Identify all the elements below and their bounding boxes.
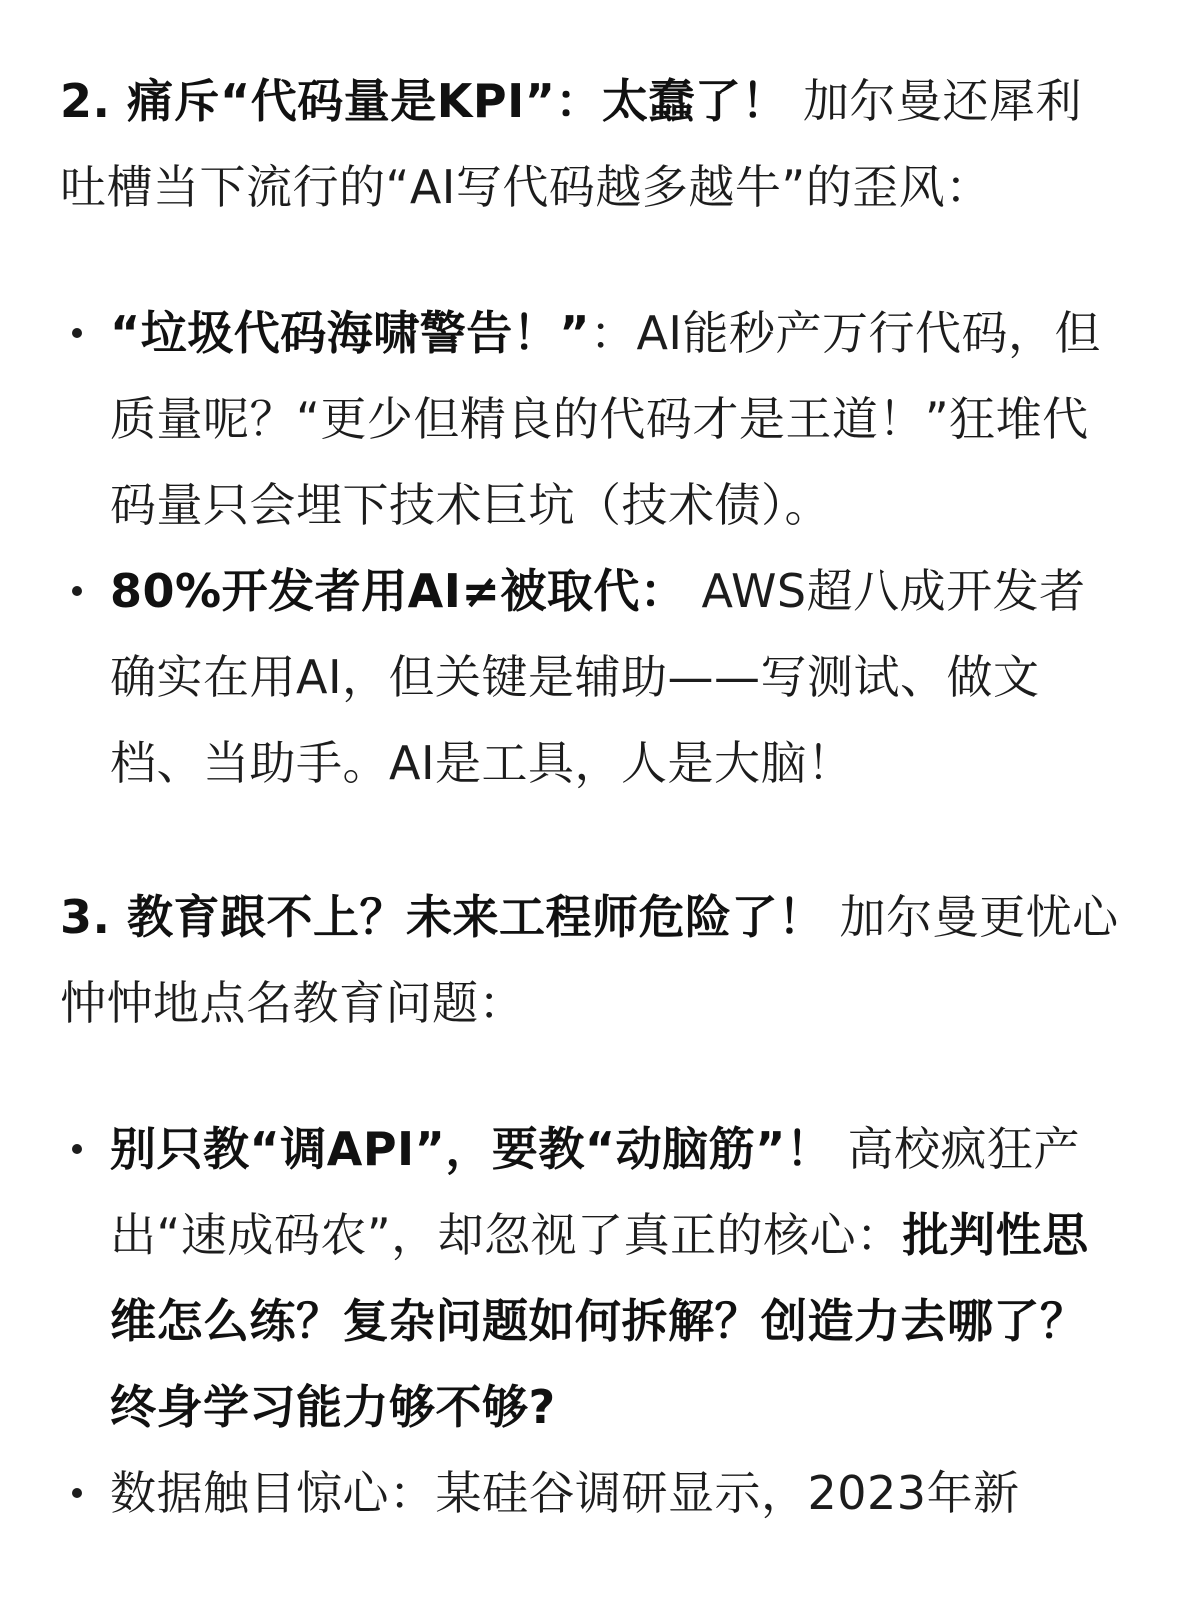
list-item bbox=[60, 1450, 1120, 1536]
bullet-bold-lead: 80%开发者用AI≠被取代： bbox=[110, 564, 687, 618]
bullet-text: 高校疯狂产出“速成码农”，却忽视了真正的核心： bbox=[110, 1122, 1080, 1262]
section-2-bullet-list bbox=[60, 290, 1120, 806]
section-3-paragraph bbox=[60, 874, 1120, 1046]
list-item bbox=[60, 290, 1120, 548]
bullet-bold-lead: “垃圾代码海啸警告！” bbox=[110, 306, 590, 360]
section-3-bullet-list bbox=[60, 1106, 1120, 1536]
bullet-bold-lead: 别只教“调API”，要教“动脑筋”！ bbox=[110, 1122, 833, 1176]
bullet-dot-icon bbox=[72, 328, 82, 338]
bullet-bold-tail: 批判性思维怎么练？复杂问题如何拆解？创造力去哪了？终身学习能力够不够? bbox=[110, 1208, 1089, 1434]
section-3-intro: 加尔曼更忧心忡忡地点名教育问题： bbox=[60, 890, 1119, 1030]
bullet-dot-icon bbox=[72, 1144, 82, 1154]
bullet-dot-icon bbox=[72, 586, 82, 596]
bullet-text: 数据触目惊心：某硅谷调研显示，2023年新 bbox=[110, 1466, 1020, 1520]
section-2-heading: 2. 痛斥“代码量是KPI”：太蠢了！ bbox=[60, 74, 788, 128]
bullet-text: ：AI能秒产万行代码，但质量呢？“更少但精良的代码才是王道！”狂堆代码量只会埋下技术巨坑（技术债）。 bbox=[110, 306, 1102, 532]
list-item bbox=[60, 1106, 1120, 1450]
section-2-intro: 加尔曼还犀利吐槽当下流行的“AI写代码越多越牛”的歪风： bbox=[60, 74, 1083, 214]
section-2-paragraph bbox=[60, 58, 1120, 230]
bullet-text: AWS超八成开发者确实在用AI，但关键是辅助——写测试、做文档、当助手。AI是工具，人是大脑！ bbox=[110, 564, 1086, 790]
section-3-heading: 3. 教育跟不上？未来工程师危险了！ bbox=[60, 890, 825, 944]
bullet-dot-icon bbox=[72, 1488, 82, 1498]
list-item bbox=[60, 548, 1120, 806]
